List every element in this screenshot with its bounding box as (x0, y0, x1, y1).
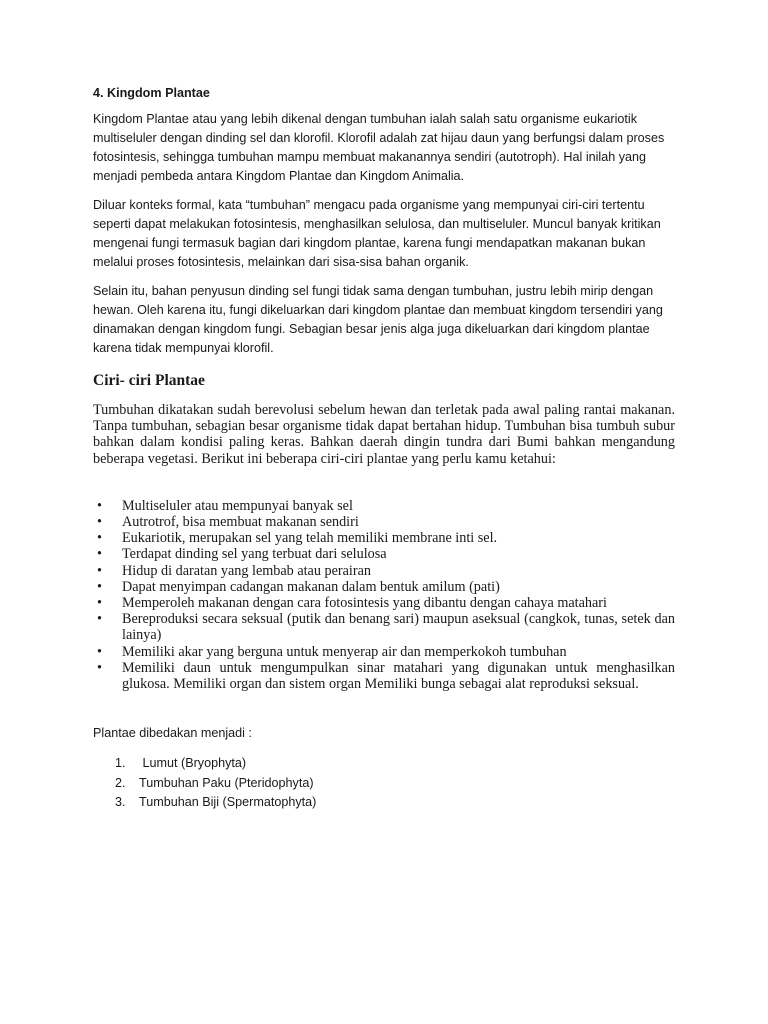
document-body (93, 86, 675, 813)
bullet-icon: • (97, 546, 102, 563)
bullet-icon: • (97, 497, 102, 514)
list-item (93, 754, 675, 774)
list-item-text: Memiliki akar yang berguna untuk menyerap air dan memperkokoh tumbuhan (122, 643, 567, 660)
list-item (93, 530, 675, 546)
paragraph-fungi: Selain itu, bahan penyusun dinding sel fungi tidak sama dengan tumbuhan, justru lebih mirip dengan hewan. Oleh karena itu, fungi dikeluarkan dari kingdom plantae dan membuat kingdom tersendiri yang dinamakan dengan kingdom fungi. Sebagian besar jenis alga juga dikeluarkan dari kingdom plantae karena tidak mempunyai klorofil. (93, 284, 663, 355)
list-item (93, 611, 675, 643)
list-item (93, 774, 675, 794)
list-item-text: Memiliki daun untuk mengumpulkan sinar matahari yang digunakan untuk menghasilkan glukosa. Memiliki organ dan sistem organ Memiliki bunga sebagai alat reproduksi seksual. (122, 659, 675, 693)
list-number: 2. (115, 775, 126, 790)
list-item-text: Hidup di daratan yang lembab atau perairan (122, 562, 371, 579)
list-item (93, 514, 675, 530)
list-item (93, 579, 675, 595)
list-item (93, 546, 675, 562)
list-item-text: Terdapat dinding sel yang terbuat dari selulosa (122, 546, 387, 563)
list-item-text: Tumbuhan Biji (Spermatophyta) (139, 795, 317, 810)
ciri-list (93, 498, 675, 692)
list-item-text: Bereproduksi secara seksual (putik dan benang sari) maupun aseksual (cangkok, tunas, setek dan lainya) (122, 611, 675, 644)
division-list (93, 754, 675, 813)
list-item (93, 793, 675, 813)
list-item-text: Memperoleh makanan dengan cara fotosintesis yang dibantu dengan cahaya matahari (122, 595, 607, 612)
list-number: 3. (115, 795, 126, 810)
division-intro: Plantae dibedakan menjadi : (93, 726, 252, 741)
paragraph-context: Diluar konteks formal, kata “tumbuhan” mengacu pada organisme yang mempunyai ciri-ciri tertentu seperti dapat melakukan fotosintesis, menghasilkan selulosa, dan multiseluler. Muncul banyak kritikan mengenai fungi termasuk bagian dari kingdom plantae, karena fungi mendapatkan makanan bukan melalui proses fotosintesis, melainkan dari sisa-sisa bahan organik. (93, 198, 661, 269)
bullet-icon: • (97, 514, 102, 531)
list-number: 1. (115, 756, 126, 771)
list-item-text: Eukariotik, merupakan sel yang telah memiliki membrane inti sel. (122, 530, 498, 547)
bullet-icon: • (97, 562, 102, 579)
bullet-icon: • (97, 595, 102, 612)
list-item-text: Autrotrof, bisa membuat makanan sendiri (122, 514, 359, 531)
list-item-text: Dapat menyimpan cadangan makanan dalam bentuk amilum (pati) (122, 578, 500, 595)
list-item (93, 660, 675, 692)
list-item-text: Tumbuhan Paku (Pteridophyta) (139, 775, 314, 790)
list-item-text: Lumut (Bryophyta) (139, 756, 247, 771)
bullet-icon: • (97, 643, 102, 660)
list-item (93, 498, 675, 514)
list-item-text: Multiseluler atau mempunyai banyak sel (122, 497, 353, 514)
ciri-heading: Ciri- ciri Plantae (93, 372, 205, 389)
ciri-intro: Tumbuhan dikatakan sudah berevolusi sebelum hewan dan terletak pada awal paling rantai makanan. Tanpa tumbuhan, sebagian besar organisme tidak dapat bertahan hidup. Tumbuhan bisa tumbuh subur bahkan dalam kondisi paling keras. Bahkan daerah dingin tundra dari Bumi bahkan mengandung beberapa vegetasi. Berikut ini beberapa ciri-ciri plantae yang perlu kamu ketahui: (93, 402, 675, 467)
section-heading: 4. Kingdom Plantae (93, 86, 210, 100)
list-item (93, 595, 675, 611)
bullet-icon: • (97, 578, 102, 595)
list-item (93, 563, 675, 579)
bullet-icon: • (97, 530, 102, 547)
bullet-icon: • (97, 659, 102, 676)
paragraph-definition: Kingdom Plantae atau yang lebih dikenal dengan tumbuhan ialah salah satu organisme eukariotik multiseluler dengan dinding sel dan klorofil. Klorofil adalah zat hijau daun yang berfungsi dalam proses fotosintesis, sehingga tumbuhan mampu membuat makanannya sendiri (autotroph). Hal inilah yang menjadi pembeda antara Kingdom Plantae dan Kingdom Animalia. (93, 112, 665, 183)
bullet-icon: • (97, 611, 102, 628)
list-item (93, 644, 675, 660)
